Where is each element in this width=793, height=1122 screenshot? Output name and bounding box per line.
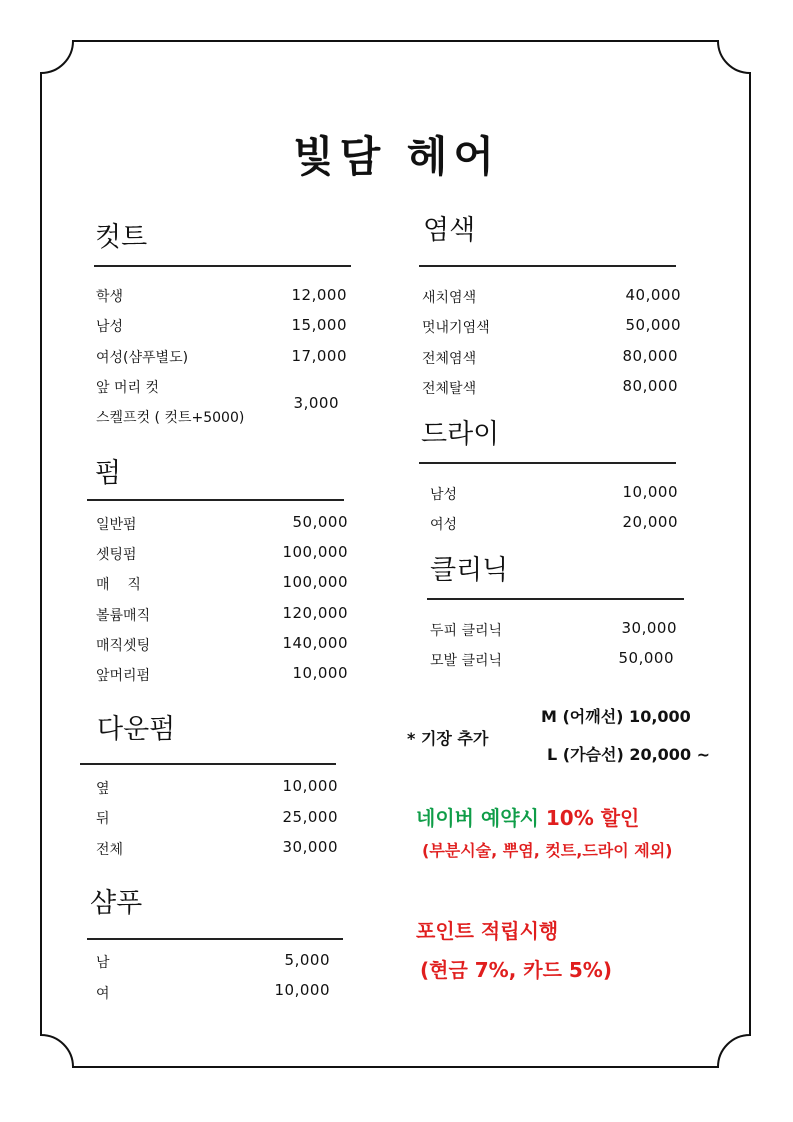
shampoo-divider bbox=[87, 938, 343, 940]
item-price: 5,000 bbox=[284, 951, 330, 969]
dry-divider bbox=[419, 462, 676, 464]
list-item: 학생 bbox=[96, 289, 124, 305]
item-price: 10,000 bbox=[622, 483, 678, 501]
item-price: 120,000 bbox=[282, 604, 348, 622]
item-price: 100,000 bbox=[282, 543, 348, 561]
list-item: 남성 bbox=[430, 487, 458, 503]
list-item: 두피 클리닉 bbox=[430, 623, 503, 639]
cut-divider bbox=[94, 265, 351, 267]
item-price: 17,000 bbox=[291, 347, 347, 365]
item-price: 10,000 bbox=[274, 981, 330, 999]
list-item: 전체염색 bbox=[422, 351, 477, 367]
item-price: 50,000 bbox=[618, 649, 674, 667]
list-item: 매직셋팅 bbox=[96, 638, 151, 654]
list-item: 남성 bbox=[96, 319, 124, 335]
list-item: 앞 머리 컷 bbox=[96, 380, 159, 396]
down-perm-heading: 다운펌 bbox=[97, 714, 176, 745]
list-item: 셋팅펌 bbox=[96, 547, 137, 563]
item-price: 30,000 bbox=[621, 619, 677, 637]
dry-heading: 드라이 bbox=[421, 419, 500, 450]
salon-title: 빛담 헤어 bbox=[293, 132, 500, 181]
dye-divider bbox=[419, 265, 676, 267]
points-title: 포인트 적립시행 bbox=[416, 919, 559, 943]
list-item: 멋내기염색 bbox=[422, 320, 490, 336]
list-item: 앞머리펌 bbox=[96, 668, 151, 684]
list-item: 일반펌 bbox=[96, 517, 137, 533]
item-price: 12,000 bbox=[291, 286, 347, 304]
discount-exclusions: (부분시술, 뿌염, 컷트,드라이 제외) bbox=[422, 841, 673, 860]
perm-heading: 펌 bbox=[95, 458, 122, 489]
list-item: 여 bbox=[96, 986, 110, 1002]
item-price: 40,000 bbox=[625, 286, 681, 304]
item-price: 15,000 bbox=[291, 316, 347, 334]
list-item: 옆 bbox=[96, 781, 110, 797]
length-l-price: L (가슴선) 20,000 ~ bbox=[547, 745, 711, 764]
discount-rate: 10% 할인 bbox=[545, 806, 640, 830]
item-price: 20,000 bbox=[622, 513, 678, 531]
item-price: 50,000 bbox=[292, 513, 348, 531]
dye-heading: 염색 bbox=[423, 215, 476, 246]
length-m-price: M (어깨선) 10,000 bbox=[541, 707, 691, 726]
item-price: 10,000 bbox=[282, 777, 338, 795]
list-item: 매 직 bbox=[96, 577, 141, 593]
list-item: 볼륨매직 bbox=[96, 608, 151, 624]
perm-divider bbox=[87, 499, 344, 501]
length-surcharge-label: * 기장 추가 bbox=[407, 729, 489, 748]
clinic-heading: 클리닉 bbox=[430, 555, 509, 586]
item-price: 80,000 bbox=[622, 347, 678, 365]
item-price: 25,000 bbox=[282, 808, 338, 826]
naver-discount-line bbox=[416, 802, 639, 831]
shampoo-heading: 샴푸 bbox=[90, 888, 143, 919]
list-item: 전체 bbox=[96, 842, 124, 858]
list-item: 모발 클리닉 bbox=[430, 653, 503, 669]
list-item: 남 bbox=[96, 955, 110, 971]
list-item: 여성(샴푸별도) bbox=[96, 350, 189, 366]
naver-booking-text: 네이버 예약시 bbox=[416, 806, 546, 830]
points-rates: (현금 7%, 카드 5%) bbox=[420, 958, 612, 982]
list-item: 여성 bbox=[430, 517, 458, 533]
item-price: 80,000 bbox=[622, 377, 678, 395]
list-item: 전체탈색 bbox=[422, 381, 477, 397]
item-price: 100,000 bbox=[282, 573, 348, 591]
clinic-divider bbox=[427, 598, 684, 600]
list-item: 스켈프컷 ( 컷트+5000) bbox=[96, 410, 245, 426]
list-item: 새치염색 bbox=[422, 290, 477, 306]
down-perm-divider bbox=[80, 763, 336, 765]
item-price: 30,000 bbox=[282, 838, 338, 856]
cut-heading: 컷트 bbox=[95, 222, 148, 253]
item-price: 10,000 bbox=[292, 664, 348, 682]
list-item: 뒤 bbox=[96, 811, 110, 827]
item-price: 3,000 bbox=[293, 394, 339, 412]
item-price: 50,000 bbox=[625, 316, 681, 334]
item-price: 140,000 bbox=[282, 634, 348, 652]
